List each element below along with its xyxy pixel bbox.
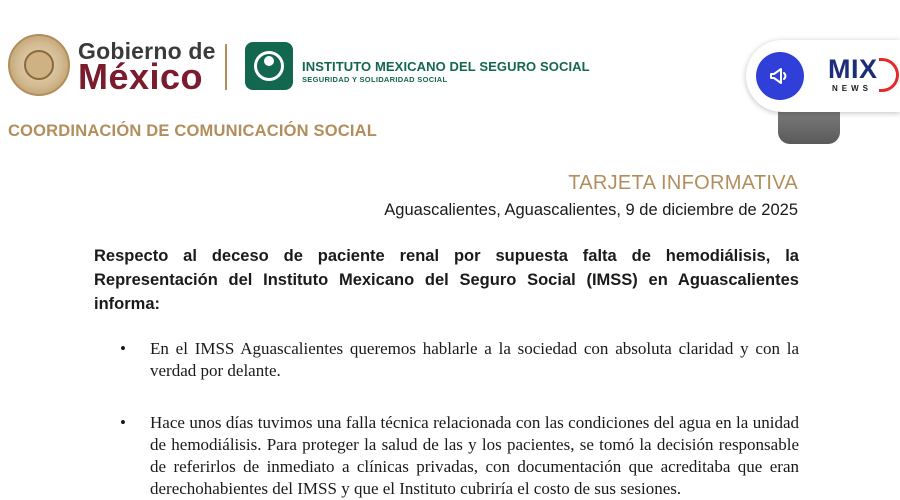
bullet-list	[94, 338, 799, 500]
megaphone-icon	[756, 52, 804, 100]
document-type: TARJETA INFORMATIVA	[568, 172, 798, 194]
imss-subtitle: SEGURIDAD Y SOLIDARIDAD SOCIAL	[302, 75, 448, 84]
bullet-text: Hace unos días tuvimos una falla técnica relacionada con las condiciones del agua en la unidad de hemodiálisis. Para proteger la salud de las y los pacientes, se tomó la decisión responsable de referirlos de inmediato a clínicas privadas, con documentación que acreditaba que eran derechohabientes del IMSS y que el Instituto cubriría el costo de sus sesiones.	[150, 413, 799, 498]
gobierno-label: Gobierno de	[78, 38, 216, 64]
news-label: NEWS	[832, 84, 872, 93]
bullet-text: En el IMSS Aguascalientes queremos hablarle a la sociedad con absoluta claridad y con la verdad por delante.	[150, 339, 799, 380]
coordination-title: COORDINACIÓN DE COMUNICACIÓN SOCIAL	[8, 122, 378, 140]
mexico-label: México	[78, 56, 204, 97]
imss-logo-icon	[245, 42, 293, 90]
imss-name: INSTITUTO MEXICANO DEL SEGURO SOCIAL	[302, 59, 590, 74]
mix-brand: MIX	[828, 54, 878, 84]
list-item	[94, 412, 799, 500]
national-seal-icon	[8, 34, 70, 96]
date-line: Aguascalientes, Aguascalientes, 9 de diciembre de 2025	[384, 201, 798, 219]
mixnews-watermark	[746, 40, 900, 112]
bullet-icon: •	[120, 339, 126, 358]
bullet-icon: •	[120, 413, 126, 432]
document-heading: Respecto al deceso de paciente renal por supuesta falta de hemodiálisis, la Representación del Instituto Mexicano del Seguro Social (IMSS) en Aguascalientes informa:	[94, 247, 799, 313]
header-divider	[225, 44, 227, 90]
sound-wave-icon	[879, 58, 899, 92]
list-item	[94, 338, 799, 382]
